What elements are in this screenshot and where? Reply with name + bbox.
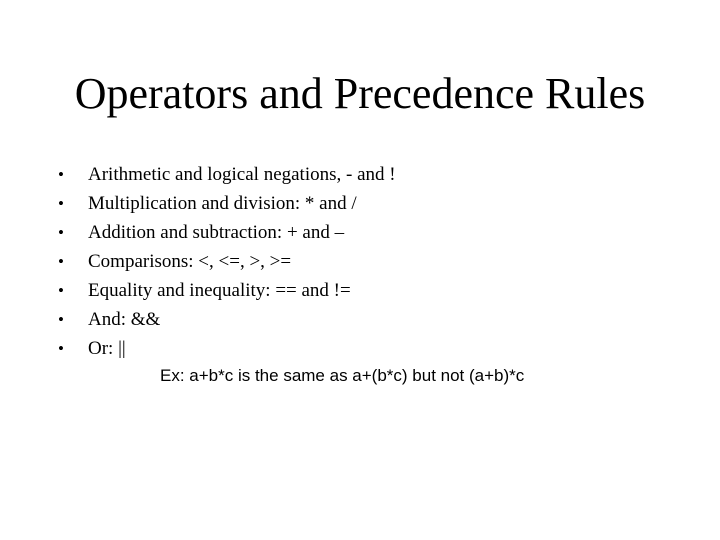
bullet-icon: • — [58, 194, 64, 213]
bullet-text: Equality and inequality: == and != — [88, 280, 351, 301]
bullet-text: Addition and subtraction: + and – — [88, 222, 345, 243]
bullet-icon: • — [58, 339, 64, 358]
bullet-icon: • — [58, 252, 64, 271]
bullet-icon: • — [58, 310, 64, 329]
bullet-text: Arithmetic and logical negations, - and ! — [88, 164, 396, 185]
bullet-text: Comparisons: <, <=, >, >= — [88, 251, 292, 272]
example-text: Ex: a+b*c is the same as a+(b*c) but not (a+b)*c — [160, 366, 525, 385]
bullet-icon: • — [58, 223, 64, 242]
bullet-text: And: && — [88, 309, 161, 330]
bullet-icon: • — [58, 165, 64, 184]
bullet-icon: • — [58, 281, 64, 300]
bullet-text: Multiplication and division: * and / — [88, 193, 357, 214]
slide-title: Operators and Precedence Rules — [74, 69, 646, 118]
bullet-text: Or: || — [88, 338, 126, 359]
